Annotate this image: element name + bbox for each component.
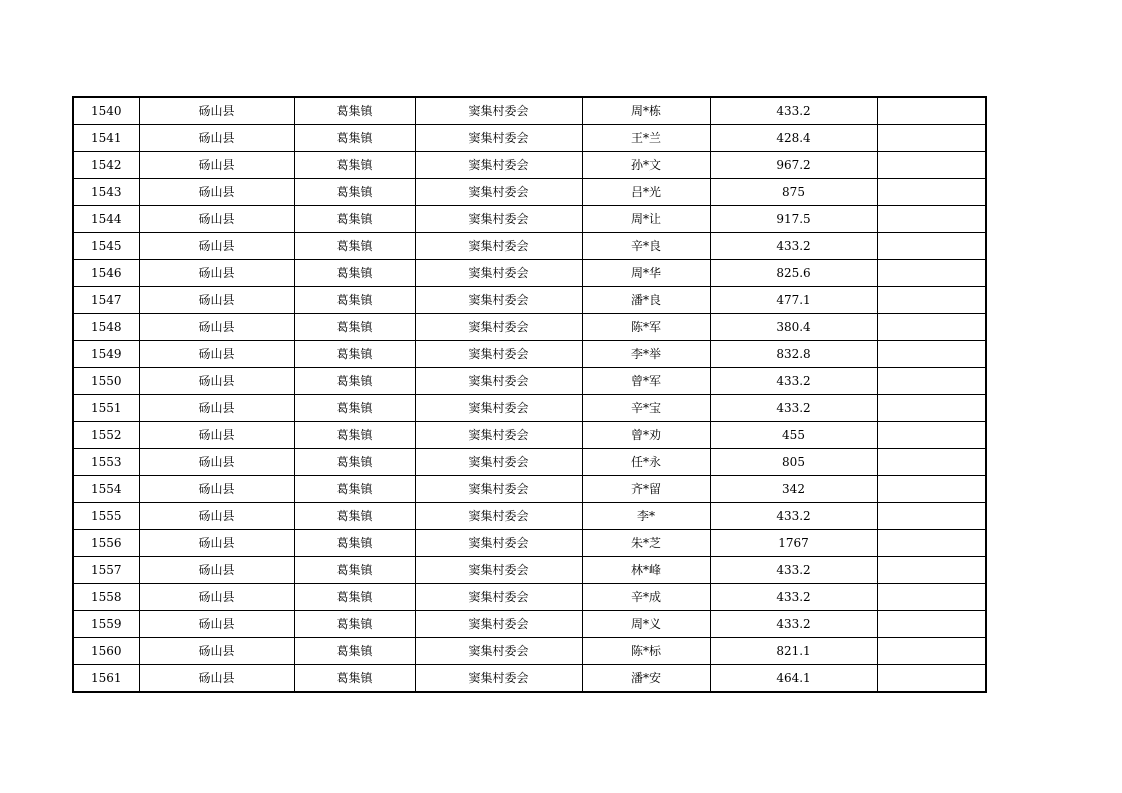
village-committee-cell: 窦集村委会 [415,530,582,557]
name-cell: 王*兰 [582,125,710,152]
table-row [73,97,986,125]
amount-cell: 433.2 [710,97,877,125]
town-cell: 葛集镇 [294,665,415,693]
amount-cell: 967.2 [710,152,877,179]
village-committee-cell: 窦集村委会 [415,422,582,449]
remarks-cell [877,287,986,314]
name-cell: 吕*光 [582,179,710,206]
village-committee-cell: 窦集村委会 [415,638,582,665]
serial-number-cell: 1545 [73,233,139,260]
town-cell: 葛集镇 [294,557,415,584]
amount-cell: 825.6 [710,260,877,287]
table-row [73,395,986,422]
village-committee-cell: 窦集村委会 [415,368,582,395]
name-cell: 周*让 [582,206,710,233]
table-row [73,611,986,638]
name-cell: 周*华 [582,260,710,287]
amount-cell: 832.8 [710,341,877,368]
amount-cell: 433.2 [710,611,877,638]
town-cell: 葛集镇 [294,260,415,287]
serial-number-cell: 1546 [73,260,139,287]
remarks-cell [877,314,986,341]
remarks-cell [877,503,986,530]
amount-cell: 464.1 [710,665,877,693]
table-row [73,314,986,341]
name-cell: 周*栋 [582,97,710,125]
county-cell: 砀山县 [139,260,294,287]
table-row [73,368,986,395]
county-cell: 砀山县 [139,206,294,233]
amount-cell: 433.2 [710,233,877,260]
table-row [73,476,986,503]
remarks-cell [877,584,986,611]
amount-cell: 433.2 [710,395,877,422]
serial-number-cell: 1561 [73,665,139,693]
village-committee-cell: 窦集村委会 [415,233,582,260]
town-cell: 葛集镇 [294,287,415,314]
amount-cell: 875 [710,179,877,206]
table-row [73,557,986,584]
remarks-cell [877,395,986,422]
amount-cell: 380.4 [710,314,877,341]
village-committee-cell: 窦集村委会 [415,503,582,530]
remarks-cell [877,557,986,584]
serial-number-cell: 1549 [73,341,139,368]
name-cell: 李* [582,503,710,530]
remarks-cell [877,449,986,476]
village-committee-cell: 窦集村委会 [415,557,582,584]
name-cell: 陈*标 [582,638,710,665]
town-cell: 葛集镇 [294,449,415,476]
village-committee-cell: 窦集村委会 [415,449,582,476]
amount-cell: 342 [710,476,877,503]
town-cell: 葛集镇 [294,314,415,341]
remarks-cell [877,638,986,665]
remarks-cell [877,665,986,693]
serial-number-cell: 1550 [73,368,139,395]
name-cell: 潘*良 [582,287,710,314]
town-cell: 葛集镇 [294,611,415,638]
table-row [73,503,986,530]
village-committee-cell: 窦集村委会 [415,611,582,638]
remarks-cell [877,611,986,638]
village-committee-cell: 窦集村委会 [415,287,582,314]
county-cell: 砀山县 [139,125,294,152]
remarks-cell [877,368,986,395]
town-cell: 葛集镇 [294,125,415,152]
town-cell: 葛集镇 [294,152,415,179]
amount-cell: 477.1 [710,287,877,314]
county-cell: 砀山县 [139,611,294,638]
name-cell: 任*永 [582,449,710,476]
town-cell: 葛集镇 [294,584,415,611]
county-cell: 砀山县 [139,341,294,368]
serial-number-cell: 1544 [73,206,139,233]
name-cell: 辛*成 [582,584,710,611]
serial-number-cell: 1557 [73,557,139,584]
town-cell: 葛集镇 [294,206,415,233]
table-row [73,638,986,665]
name-cell: 辛*宝 [582,395,710,422]
table-row [73,152,986,179]
county-cell: 砀山县 [139,287,294,314]
town-cell: 葛集镇 [294,179,415,206]
name-cell: 潘*安 [582,665,710,693]
serial-number-cell: 1554 [73,476,139,503]
village-committee-cell: 窦集村委会 [415,584,582,611]
village-committee-cell: 窦集村委会 [415,395,582,422]
amount-cell: 917.5 [710,206,877,233]
county-cell: 砀山县 [139,395,294,422]
amount-cell: 455 [710,422,877,449]
village-committee-cell: 窦集村委会 [415,341,582,368]
table-row [73,449,986,476]
village-committee-cell: 窦集村委会 [415,152,582,179]
name-cell: 曾*军 [582,368,710,395]
table-row [73,530,986,557]
remarks-cell [877,125,986,152]
village-committee-cell: 窦集村委会 [415,476,582,503]
amount-cell: 428.4 [710,125,877,152]
serial-number-cell: 1558 [73,584,139,611]
town-cell: 葛集镇 [294,368,415,395]
serial-number-cell: 1553 [73,449,139,476]
amount-cell: 433.2 [710,503,877,530]
town-cell: 葛集镇 [294,97,415,125]
remarks-cell [877,152,986,179]
table-row [73,260,986,287]
data-table [72,96,987,693]
remarks-cell [877,233,986,260]
serial-number-cell: 1543 [73,179,139,206]
serial-number-cell: 1555 [73,503,139,530]
name-cell: 林*峰 [582,557,710,584]
village-committee-cell: 窦集村委会 [415,125,582,152]
name-cell: 孙*文 [582,152,710,179]
table-row [73,179,986,206]
name-cell: 陈*军 [582,314,710,341]
serial-number-cell: 1541 [73,125,139,152]
remarks-cell [877,179,986,206]
table-row [73,665,986,693]
table-row [73,341,986,368]
county-cell: 砀山县 [139,368,294,395]
county-cell: 砀山县 [139,476,294,503]
serial-number-cell: 1552 [73,422,139,449]
town-cell: 葛集镇 [294,638,415,665]
serial-number-cell: 1547 [73,287,139,314]
table-row [73,233,986,260]
remarks-cell [877,97,986,125]
county-cell: 砀山县 [139,584,294,611]
county-cell: 砀山县 [139,530,294,557]
county-cell: 砀山县 [139,557,294,584]
amount-cell: 1767 [710,530,877,557]
town-cell: 葛集镇 [294,476,415,503]
county-cell: 砀山县 [139,665,294,693]
amount-cell: 433.2 [710,584,877,611]
serial-number-cell: 1551 [73,395,139,422]
serial-number-cell: 1542 [73,152,139,179]
remarks-cell [877,530,986,557]
amount-cell: 433.2 [710,557,877,584]
name-cell: 周*义 [582,611,710,638]
amount-cell: 433.2 [710,368,877,395]
amount-cell: 805 [710,449,877,476]
table-body [73,97,986,692]
county-cell: 砀山县 [139,233,294,260]
table-row [73,584,986,611]
town-cell: 葛集镇 [294,503,415,530]
table-row [73,206,986,233]
amount-cell: 821.1 [710,638,877,665]
remarks-cell [877,260,986,287]
remarks-cell [877,206,986,233]
name-cell: 辛*良 [582,233,710,260]
county-cell: 砀山县 [139,449,294,476]
serial-number-cell: 1548 [73,314,139,341]
village-committee-cell: 窦集村委会 [415,206,582,233]
county-cell: 砀山县 [139,314,294,341]
table-row [73,422,986,449]
remarks-cell [877,341,986,368]
town-cell: 葛集镇 [294,341,415,368]
village-committee-cell: 窦集村委会 [415,97,582,125]
name-cell: 朱*芝 [582,530,710,557]
county-cell: 砀山县 [139,179,294,206]
remarks-cell [877,476,986,503]
village-committee-cell: 窦集村委会 [415,314,582,341]
village-committee-cell: 窦集村委会 [415,179,582,206]
county-cell: 砀山县 [139,503,294,530]
county-cell: 砀山县 [139,638,294,665]
table-row [73,287,986,314]
town-cell: 葛集镇 [294,422,415,449]
serial-number-cell: 1540 [73,97,139,125]
county-cell: 砀山县 [139,97,294,125]
village-committee-cell: 窦集村委会 [415,260,582,287]
serial-number-cell: 1560 [73,638,139,665]
name-cell: 曾*劝 [582,422,710,449]
serial-number-cell: 1556 [73,530,139,557]
serial-number-cell: 1559 [73,611,139,638]
name-cell: 李*举 [582,341,710,368]
county-cell: 砀山县 [139,152,294,179]
table-row [73,125,986,152]
village-committee-cell: 窦集村委会 [415,665,582,693]
name-cell: 齐*留 [582,476,710,503]
remarks-cell [877,422,986,449]
town-cell: 葛集镇 [294,395,415,422]
town-cell: 葛集镇 [294,233,415,260]
county-cell: 砀山县 [139,422,294,449]
town-cell: 葛集镇 [294,530,415,557]
